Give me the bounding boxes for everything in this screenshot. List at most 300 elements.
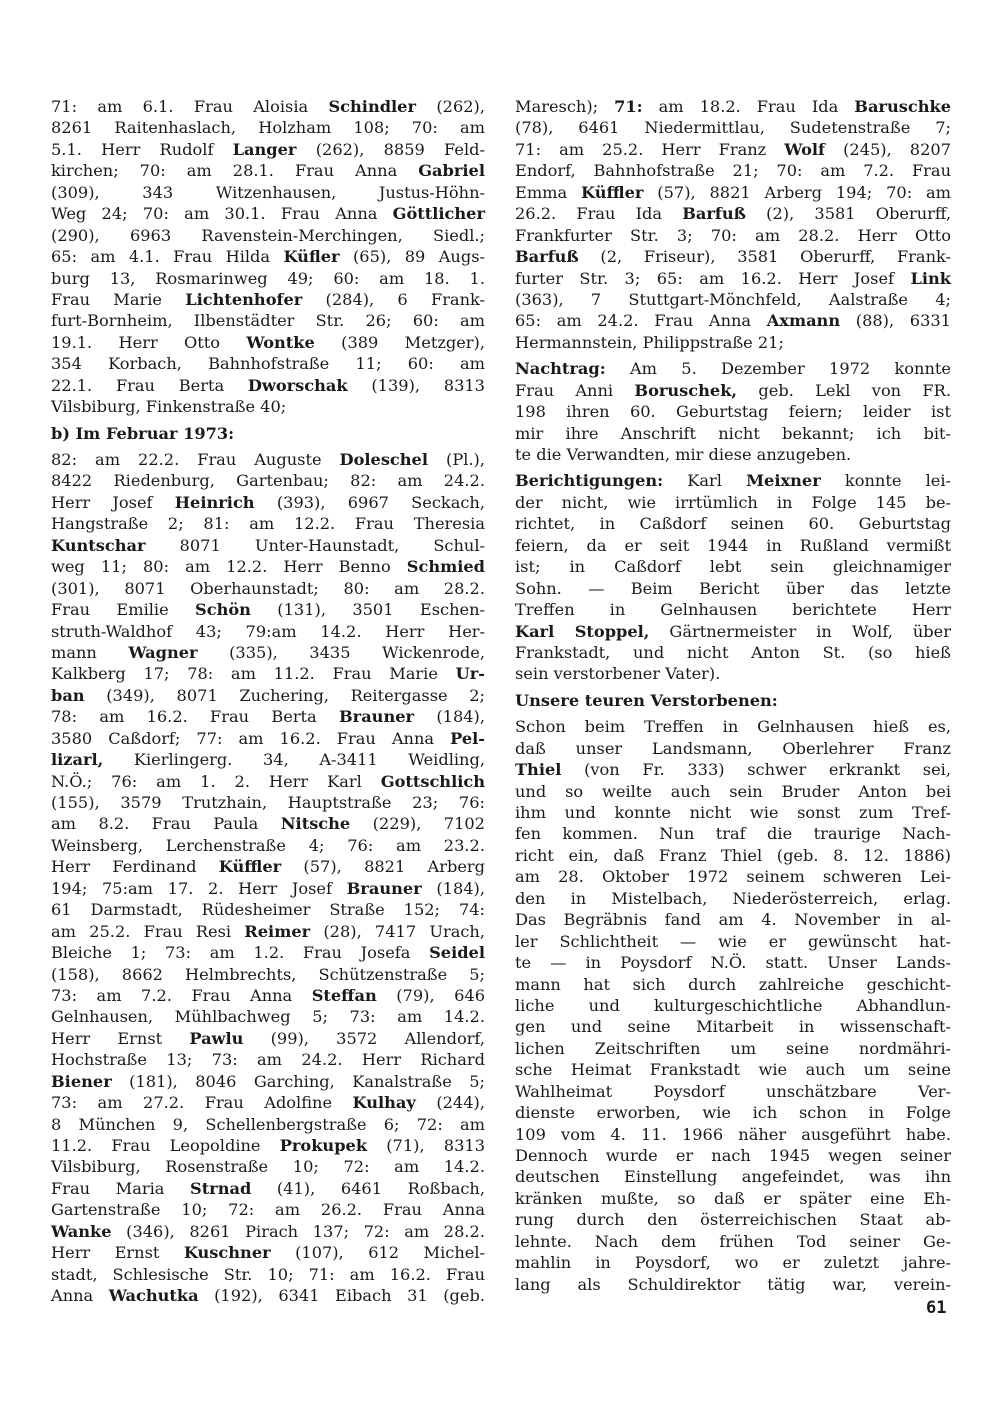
text-line (515, 332, 951, 353)
paragraph (515, 96, 951, 353)
text-segment: (Pl.), (428, 450, 485, 469)
text-line (515, 1166, 951, 1187)
text-segment: ist; in Caßdorf lebt sein gleichnamiger (515, 557, 951, 577)
text-segment: 8071 Unter-Haunstadt, Schul- (145, 535, 485, 555)
text-segment: Vilsbiburg, Finkenstraße 40; (51, 397, 287, 417)
text-segment: Frau Maria (51, 1178, 190, 1198)
text-segment: 19.1. Herr Otto (51, 332, 247, 352)
paragraph (515, 470, 951, 684)
text-segment: te die Verwandten, mir diese anzugeben. (515, 445, 852, 464)
text-line (515, 952, 951, 973)
text-segment: (88), 6331 (840, 311, 951, 331)
text-line (51, 1242, 485, 1263)
text-segment: 354 Korbach, Bahnhofstraße 11; 60: am (51, 354, 485, 374)
page-number: 61 (926, 1298, 947, 1318)
text-segment: (192), 6341 Eibach 31 (geb. (198, 1286, 485, 1306)
text-line (51, 160, 485, 181)
text-line (51, 578, 485, 599)
text-line (515, 246, 951, 267)
text-line (515, 690, 951, 711)
text-line (51, 96, 485, 117)
text-segment: rung durch den österreichischen Staat ab- (515, 1210, 951, 1230)
text-segment: Bleiche 1; 73: am 1.2. Frau Josefa (51, 943, 430, 963)
text-line (515, 535, 951, 556)
text-segment: mann hat sich durch zahlreiche geschicht- (515, 974, 951, 994)
text-line (51, 1092, 485, 1113)
text-segment: (335), 3435 Wickenrode, (197, 642, 486, 662)
text-line (515, 1102, 951, 1123)
text-segment: 73: am 27.2. Frau Adolfine (51, 1093, 353, 1113)
text-segment: richt ein, daß Franz Thiel (geb. 8. 12. 1886) (515, 845, 951, 865)
text-line (515, 738, 951, 759)
text-line (515, 1016, 951, 1037)
text-line (515, 358, 951, 379)
text-segment: 8422 Riedenburg, Gartenbau; 82: am 24.2. (51, 471, 485, 491)
text-line (515, 380, 951, 401)
text-line (515, 974, 951, 995)
text-line (51, 964, 485, 985)
text-segment: Endorf, Bahnhofstraße 21; 70: am 7.2. Frau (515, 161, 951, 181)
text-segment: (184), (414, 707, 485, 727)
text-segment: 5.1. Herr Rudolf (51, 139, 233, 159)
bold-name: Seidel (429, 943, 485, 963)
text-line (515, 663, 951, 684)
text-segment: Frankstadt, und nicht Anton St. (so hieß (515, 642, 951, 662)
text-line (515, 401, 951, 422)
text-segment: N.Ö.; 76: am 1. 2. Herr Karl (51, 771, 381, 791)
bold-name: Lichtenhofer (185, 289, 303, 309)
text-line (51, 642, 485, 663)
text-segment: ler Schlichtheit — wie er gewünscht hat- (515, 931, 951, 951)
text-segment: (393), 6967 Seckach, (254, 492, 486, 512)
text-line (515, 492, 951, 513)
text-segment: (309), 343 Witzenhausen, Justus-Höhn- (51, 182, 485, 202)
text-segment: Wahlheimat Poysdorf unschätzbare Ver- (515, 1081, 951, 1101)
text-line (515, 556, 951, 577)
text-line (51, 856, 485, 877)
text-segment: 78: am 16.2. Frau Berta (51, 707, 339, 727)
bold-name: Barfuß (682, 204, 746, 224)
text-segment: 61 Darmstadt, Rüdesheimer Straße 152; 74: (51, 900, 485, 920)
text-line (51, 203, 485, 224)
text-line (515, 1124, 951, 1145)
text-line (515, 995, 951, 1016)
text-segment: fen kommen. Nun traf die traurige Nach- (515, 824, 951, 844)
text-segment: 65: am 4.1. Frau Hilda (51, 247, 284, 267)
text-line (515, 888, 951, 909)
text-line (51, 771, 485, 792)
bold-name: Doleschel (339, 450, 429, 469)
text-segment: (184), (421, 878, 485, 898)
text-segment: 194; 75:am 17. 2. Herr Josef (51, 878, 347, 898)
text-segment: Frau Anni (515, 380, 635, 400)
text-line (515, 423, 951, 444)
text-segment: liche und kulturgeschichtliche Abhandlun- (515, 995, 951, 1015)
text-line (51, 423, 485, 444)
text-line (515, 139, 951, 160)
text-segment: Anna (51, 1286, 109, 1306)
text-line (515, 759, 951, 780)
text-line (51, 139, 485, 160)
text-line (515, 160, 951, 181)
text-segment: Weg 24; 70: am 30.1. Frau Anna (51, 204, 393, 224)
text-segment: dienste erworben, wie ich schon in Folge (515, 1103, 951, 1123)
text-line (51, 353, 485, 374)
bold-name: Berichtigungen: (515, 471, 664, 491)
text-line (515, 931, 951, 952)
text-segment: Herr Ernst (51, 1243, 184, 1263)
bold-name: Gottschlich (380, 771, 485, 791)
text-segment: Emma (515, 182, 582, 202)
text-line (515, 310, 951, 331)
bold-name: Kuntschar (51, 535, 146, 555)
bold-name: Thiel (515, 760, 562, 780)
bold-name: Wachutka (108, 1286, 199, 1306)
text-line (515, 1209, 951, 1230)
text-segment: Herr Ernst (51, 1028, 190, 1048)
text-segment: (79), 646 (376, 985, 485, 1005)
text-segment: (363), 7 Stuttgart-Mönchfeld, Aalstraße 4; (515, 289, 951, 309)
text-line (515, 268, 951, 289)
text-segment: (99), 3572 Allendorf, (243, 1028, 485, 1048)
text-segment: Hangstraße 2; 81: am 12.2. Frau Theresia (51, 514, 485, 534)
text-line (515, 1038, 951, 1059)
text-segment: Herr Josef (51, 492, 175, 512)
bold-name: Nitsche (280, 814, 351, 834)
text-segment: 3580 Caßdorf; 77: am 16.2. Frau Anna (51, 728, 451, 748)
bold-name: Brauner (346, 878, 422, 898)
text-segment: furter Str. 3; 65: am 16.2. Herr Josef (515, 268, 911, 288)
text-segment: furt-Bornheim, Ilbenstädter Str. 26; 60: am (51, 311, 485, 331)
text-segment: lang als Schuldirektor tätig war, verein- (515, 1274, 951, 1294)
bold-name: Reimer (244, 921, 311, 941)
text-segment: 8261 Raitenhaslach, Holzham 108; 70: am (51, 118, 485, 138)
text-segment: Das Begräbnis fand am 4. November in al- (515, 910, 951, 930)
text-segment: Maresch); (515, 97, 615, 116)
text-line (515, 845, 951, 866)
bold-name: Wagner (128, 642, 198, 662)
text-segment: Kalkberg 17; 78: am 11.2. Frau Marie (51, 664, 456, 684)
text-segment: (2, Friseur), 3581 Oberurff, Frank- (578, 247, 951, 267)
text-segment: 22.1. Frau Berta (51, 375, 248, 395)
text-segment: (244), (415, 1093, 485, 1113)
text-segment: te — in Poysdorf N.Ö. statt. Unser Lands- (515, 953, 951, 973)
text-segment: (349), 8071 Zuchering, Reitergasse 2; (84, 685, 485, 705)
text-line (51, 1049, 485, 1070)
bold-name: Schön (195, 600, 251, 620)
text-segment: feiern, da er seit 1944 in Rußland vermißt (515, 535, 951, 555)
text-line (51, 1006, 485, 1027)
text-line (51, 246, 485, 267)
text-segment: burg 13, Rosmarinweg 49; 60: am 18. 1. (51, 268, 485, 288)
bold-name: Kuschner (183, 1243, 271, 1263)
text-line (51, 449, 485, 470)
text-line (51, 1221, 485, 1242)
paragraph (515, 358, 951, 465)
text-segment: Frau Emilie (51, 600, 196, 620)
text-line (51, 728, 485, 749)
bold-name: Langer (232, 139, 297, 159)
bold-name: Axmann (766, 311, 841, 331)
text-line (515, 866, 951, 887)
bold-name: Schmied (406, 557, 485, 577)
text-segment: Frau Marie (51, 289, 186, 309)
text-line (515, 716, 951, 737)
bold-name: Biener (51, 1071, 112, 1091)
text-line (515, 513, 951, 534)
text-line (515, 117, 951, 138)
text-line (515, 1059, 951, 1080)
text-line (515, 909, 951, 930)
text-line (515, 823, 951, 844)
text-line (51, 1114, 485, 1135)
text-segment: Hermannstein, Philippstraße 21; (515, 332, 784, 352)
text-line (51, 225, 485, 246)
text-segment: (71), 8313 (367, 1136, 485, 1155)
text-line (51, 749, 485, 770)
bold-name: Prokupek (279, 1136, 368, 1155)
text-segment: mann (51, 642, 129, 662)
text-segment: den in Mistelbach, Niederösterreich, erlag. (515, 888, 951, 908)
text-segment: Vilsbiburg, Rosenstraße 10; 72: am 14.2. (51, 1157, 485, 1177)
text-line (515, 1145, 951, 1166)
bold-name: ban (51, 685, 85, 705)
text-line (515, 1081, 951, 1102)
text-segment: (290), 6963 Ravenstein-Merchingen, Siedl.; (51, 225, 485, 245)
text-segment: stadt, Schlesische Str. 10; 71: am 16.2. Frau (51, 1264, 485, 1284)
text-line (51, 492, 485, 513)
text-segment: 8 München 9, Schellenbergstraße 6; 72: am (51, 1114, 485, 1134)
bold-name: Wolf (784, 139, 826, 159)
left-column (51, 96, 485, 1307)
text-line (515, 1252, 951, 1273)
bold-name: Pawlu (189, 1028, 244, 1048)
text-segment: Gartenstraße 10; 72: am 26.2. Frau Anna (51, 1200, 485, 1220)
text-segment: Gelnhausen, Mühlbachweg 5; 73: am 14.2. (51, 1007, 485, 1027)
text-segment: 71: am 25.2. Herr Franz (515, 139, 785, 159)
text-segment: geb. Lekl von FR. (737, 380, 951, 400)
text-line (515, 642, 951, 663)
bold-name: Ur- (455, 664, 485, 684)
text-line (515, 802, 951, 823)
text-line (51, 182, 485, 203)
bold-name: Gabriel (418, 161, 485, 181)
text-line (51, 878, 485, 899)
text-segment: (78), 6461 Niedermittlau, Sudetenstraße 7; (515, 118, 951, 138)
bold-name: Nachtrag: (515, 359, 606, 379)
text-segment: (245), 8207 (825, 139, 951, 159)
text-line (51, 942, 485, 963)
text-line (515, 96, 951, 117)
text-line (51, 513, 485, 534)
text-line (515, 444, 951, 465)
bold-name: Heinrich (174, 492, 255, 512)
text-segment: am 28. Oktober 1972 seinem schweren Lei- (515, 867, 951, 887)
text-segment: (von Fr. 333) schwer erkrankt sei, (561, 760, 951, 780)
text-line (51, 1199, 485, 1220)
bold-name: Karl Stoppel, (515, 621, 650, 641)
bold-name: Küfler (283, 247, 340, 267)
text-segment: 109 vom 4. 11. 1966 näher ausgeführt habe. (515, 1124, 951, 1144)
text-segment: und so weilte auch sein Bruder Anton bei (515, 781, 951, 801)
text-segment: 11.2. Frau Leopoldine (51, 1136, 280, 1155)
bold-name: Boruschek, (634, 380, 738, 400)
text-segment: 26.2. Frau Ida (515, 204, 683, 224)
text-line (51, 332, 485, 353)
text-segment: deutschen Einstellung angefeindet, was ihn (515, 1167, 951, 1187)
text-segment: (262), 8859 Feld- (296, 139, 485, 159)
bold-name: Meixner (746, 471, 821, 491)
bold-name: Göttlicher (392, 204, 485, 224)
text-line (515, 1188, 951, 1209)
text-line (51, 706, 485, 727)
text-segment: kirchen; 70: am 28.1. Frau Anna (51, 161, 419, 181)
text-segment: ihm und konnte nicht wie sonst zum Tref- (515, 803, 951, 822)
text-segment: der nicht, wie irrtümlich in Folge 145 be- (515, 492, 951, 512)
text-segment: (28), 7417 Urach, (310, 921, 485, 941)
text-segment: (65), 89 Augs- (339, 247, 485, 267)
text-segment: (57), 8821 Arberg 194; 70: am (643, 182, 951, 202)
text-line (515, 1274, 951, 1295)
bold-name: Strnad (190, 1178, 252, 1198)
text-segment: struth-Waldhof 43; 79:am 14.2. Herr Her- (51, 621, 485, 641)
text-line (51, 1156, 485, 1177)
text-segment: 73: am 7.2. Frau Anna (51, 985, 312, 1005)
text-line (51, 792, 485, 813)
text-line (51, 599, 485, 620)
text-segment: Frankfurter Str. 3; 70: am 28.2. Herr Otto (515, 225, 951, 245)
text-segment: (181), 8046 Garching, Kanalstraße 5; (111, 1071, 485, 1091)
text-segment: (301), 8071 Oberhaunstadt; 80: am 28.2. (51, 578, 485, 598)
bold-name: lizarl, (51, 750, 104, 770)
text-line (51, 1285, 485, 1306)
text-line (51, 396, 485, 417)
text-segment: (107), 612 Michel- (270, 1243, 485, 1263)
text-segment: gen und seine Mitarbeit in wissenschaft- (515, 1017, 951, 1037)
text-line (515, 289, 951, 310)
text-line (51, 1264, 485, 1285)
text-line (515, 203, 951, 224)
bold-name: Dworschak (247, 375, 348, 395)
text-segment: Herr Ferdinand (51, 857, 219, 877)
bold-name: Wanke (51, 1221, 112, 1241)
text-segment: Dennoch wurde er nach 1945 wegen seiner (515, 1146, 951, 1165)
text-segment: (262), (416, 97, 486, 116)
bold-name: Pel- (450, 728, 485, 748)
text-segment: am 25.2. Frau Resi (51, 921, 245, 941)
text-line (515, 781, 951, 802)
text-segment: 65: am 24.2. Frau Anna (515, 311, 767, 331)
bold-name: Kulhay (352, 1093, 416, 1113)
text-line (515, 470, 951, 491)
text-segment: (2), 3581 Oberurff, (745, 204, 951, 224)
text-line (51, 663, 485, 684)
text-segment: sein verstorbener Vater). (515, 664, 721, 684)
text-segment: mahlin in Poysdorf, wo er zuletzt jahre- (515, 1253, 951, 1273)
text-segment: Schon beim Treffen in Gelnhausen hieß es, (515, 717, 951, 737)
text-segment: Treffen in Gelnhausen berichtete Herr (515, 600, 951, 620)
text-segment: (41), 6461 Roßbach, (251, 1178, 485, 1198)
text-segment: Hochstraße 13; 73: am 24.2. Herr Richard (51, 1050, 485, 1070)
text-segment: (284), 6 Frank- (302, 289, 485, 309)
text-line (515, 599, 951, 620)
text-segment: konnte lei- (820, 471, 951, 491)
text-segment: (389 Metzger), (314, 332, 485, 352)
text-line (51, 556, 485, 577)
text-segment: (229), 7102 (350, 814, 485, 834)
text-line (51, 921, 485, 942)
bold-name: Unsere teuren Verstorbenen: (515, 690, 778, 710)
text-segment: (155), 3579 Trutzhain, Hauptstraße 23; 76: (51, 793, 485, 812)
bold-name: Küffler (218, 857, 282, 877)
text-segment: kränken mußte, so daß er später eine Eh- (515, 1188, 951, 1208)
text-line (51, 117, 485, 138)
bold-name: Baruschke (854, 97, 951, 116)
section-heading (515, 690, 951, 711)
text-segment: sche Heimat Frankstadt wie auch um seine (515, 1060, 951, 1080)
text-segment: Weinsberg, Lerchenstraße 4; 76: am 23.2. (51, 835, 485, 855)
text-line (515, 621, 951, 642)
right-column (515, 96, 951, 1295)
text-line (51, 268, 485, 289)
text-segment: Am 5. Dezember 1972 konnte (605, 359, 951, 379)
text-line (51, 985, 485, 1006)
text-line (515, 578, 951, 599)
bold-name: b) Im Februar 1973: (51, 423, 235, 443)
bold-name: Barfuß (515, 247, 579, 267)
text-line (51, 375, 485, 396)
text-line (51, 621, 485, 642)
text-segment: am 18.2. Frau Ida (642, 97, 855, 116)
text-line (51, 470, 485, 491)
paragraph (515, 716, 951, 1295)
text-segment: (158), 8662 Helmbrechts, Schützenstraße 5; (51, 964, 485, 984)
text-line (51, 1135, 485, 1156)
text-line (51, 535, 485, 556)
text-line (51, 813, 485, 834)
text-segment: am 8.2. Frau Paula (51, 814, 281, 834)
text-line (51, 835, 485, 856)
bold-name: Brauner (338, 707, 415, 727)
text-line (515, 1231, 951, 1252)
paragraph (51, 449, 485, 1307)
text-segment: (139), 8313 (347, 375, 485, 395)
text-segment: lichen Zeitschriften um seine nordmähri- (515, 1038, 951, 1058)
text-segment: Karl (663, 471, 747, 491)
bold-name: Wontke (246, 332, 315, 352)
text-line (51, 899, 485, 920)
bold-name: 71: (614, 97, 643, 116)
text-segment: Kierlingerg. 34, A-3411 Weidling, (103, 750, 485, 770)
text-segment: lehnte. Nach dem frühen Tod seiner Ge- (515, 1231, 951, 1251)
text-line (51, 310, 485, 331)
text-segment: 82: am 22.2. Frau Auguste (51, 450, 340, 469)
text-segment: Sohn. — Beim Bericht über das letzte (515, 578, 951, 598)
section-heading (51, 423, 485, 444)
text-segment: weg 11; 80: am 12.2. Herr Benno (51, 557, 407, 577)
bold-name: Küffler (581, 182, 644, 202)
text-line (51, 289, 485, 310)
bold-name: Schindler (328, 97, 417, 116)
bold-name: Link (910, 268, 951, 288)
text-segment: (131), 3501 Eschen- (250, 600, 485, 620)
text-segment: richtet, in Caßdorf seinen 60. Geburtstag (515, 514, 951, 534)
text-line (515, 225, 951, 246)
text-segment: mir ihre Anschrift nicht bekannt; ich bit- (515, 423, 951, 443)
text-line (51, 685, 485, 706)
bold-name: Steffan (311, 985, 377, 1005)
paragraph (51, 96, 485, 418)
